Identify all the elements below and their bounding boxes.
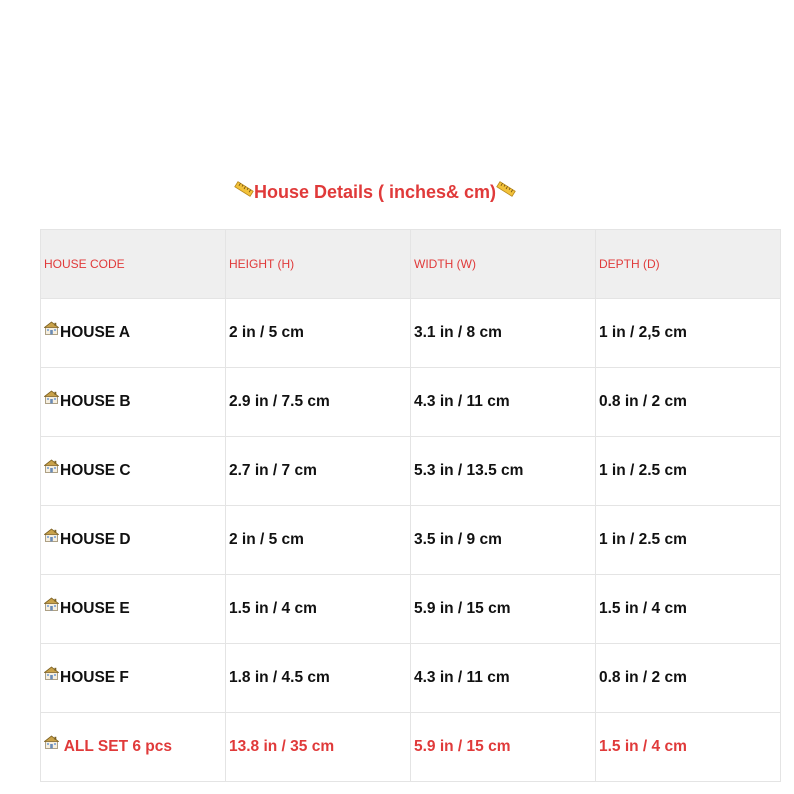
table-row (41, 299, 781, 368)
depth-cell: 1 in / 2.5 cm (596, 437, 781, 506)
total-height-cell: 13.8 in / 35 cm (226, 713, 411, 782)
house-code-cell (41, 506, 226, 575)
width-cell: 5.9 in / 15 cm (411, 575, 596, 644)
width-cell: 3.1 in / 8 cm (411, 299, 596, 368)
column-header-width: WIDTH (W) (411, 230, 596, 299)
house-code-cell (41, 368, 226, 437)
house-code: HOUSE D (60, 531, 131, 548)
page-title (0, 182, 750, 203)
house-code: HOUSE E (60, 600, 130, 617)
width-cell: 4.3 in / 11 cm (411, 644, 596, 713)
depth-cell: 0.8 in / 2 cm (596, 644, 781, 713)
width-cell: 4.3 in / 11 cm (411, 368, 596, 437)
house-code-cell (41, 644, 226, 713)
house-icon (44, 528, 59, 547)
ruler-icon (496, 181, 516, 202)
width-cell: 3.5 in / 9 cm (411, 506, 596, 575)
house-code: HOUSE F (60, 669, 129, 686)
depth-cell: 1 in / 2.5 cm (596, 506, 781, 575)
height-cell: 2.7 in / 7 cm (226, 437, 411, 506)
total-row (41, 713, 781, 782)
table-row (41, 644, 781, 713)
house-icon (44, 597, 59, 616)
house-icon (44, 459, 59, 478)
table-row (41, 506, 781, 575)
house-icon (44, 666, 59, 685)
depth-cell: 0.8 in / 2 cm (596, 368, 781, 437)
table-row (41, 575, 781, 644)
column-header-height: HEIGHT (H) (226, 230, 411, 299)
house-details-table (40, 229, 781, 782)
house-code-cell (41, 575, 226, 644)
depth-cell: 1 in / 2,5 cm (596, 299, 781, 368)
height-cell: 1.8 in / 4.5 cm (226, 644, 411, 713)
column-header-depth: DEPTH (D) (596, 230, 781, 299)
ruler-icon (234, 181, 254, 202)
width-cell: 5.3 in / 13.5 cm (411, 437, 596, 506)
title-text: House Details ( inches& cm) (253, 182, 497, 202)
house-icon (44, 735, 59, 754)
house-code: HOUSE C (60, 462, 131, 479)
house-icon (44, 390, 59, 409)
height-cell: 2.9 in / 7.5 cm (226, 368, 411, 437)
house-icon (44, 321, 59, 340)
total-width-cell: 5.9 in / 15 cm (411, 713, 596, 782)
total-depth-cell: 1.5 in / 4 cm (596, 713, 781, 782)
house-code-cell (41, 437, 226, 506)
table-header-row (41, 230, 781, 299)
house-code: HOUSE A (60, 324, 131, 341)
total-code: ALL SET 6 pcs (60, 738, 172, 755)
table-row (41, 437, 781, 506)
depth-cell: 1.5 in / 4 cm (596, 575, 781, 644)
table-row (41, 368, 781, 437)
total-code-cell (41, 713, 226, 782)
house-code-cell (41, 299, 226, 368)
house-code: HOUSE B (60, 393, 131, 410)
height-cell: 2 in / 5 cm (226, 299, 411, 368)
height-cell: 1.5 in / 4 cm (226, 575, 411, 644)
column-header-house-code: HOUSE CODE (41, 230, 226, 299)
height-cell: 2 in / 5 cm (226, 506, 411, 575)
